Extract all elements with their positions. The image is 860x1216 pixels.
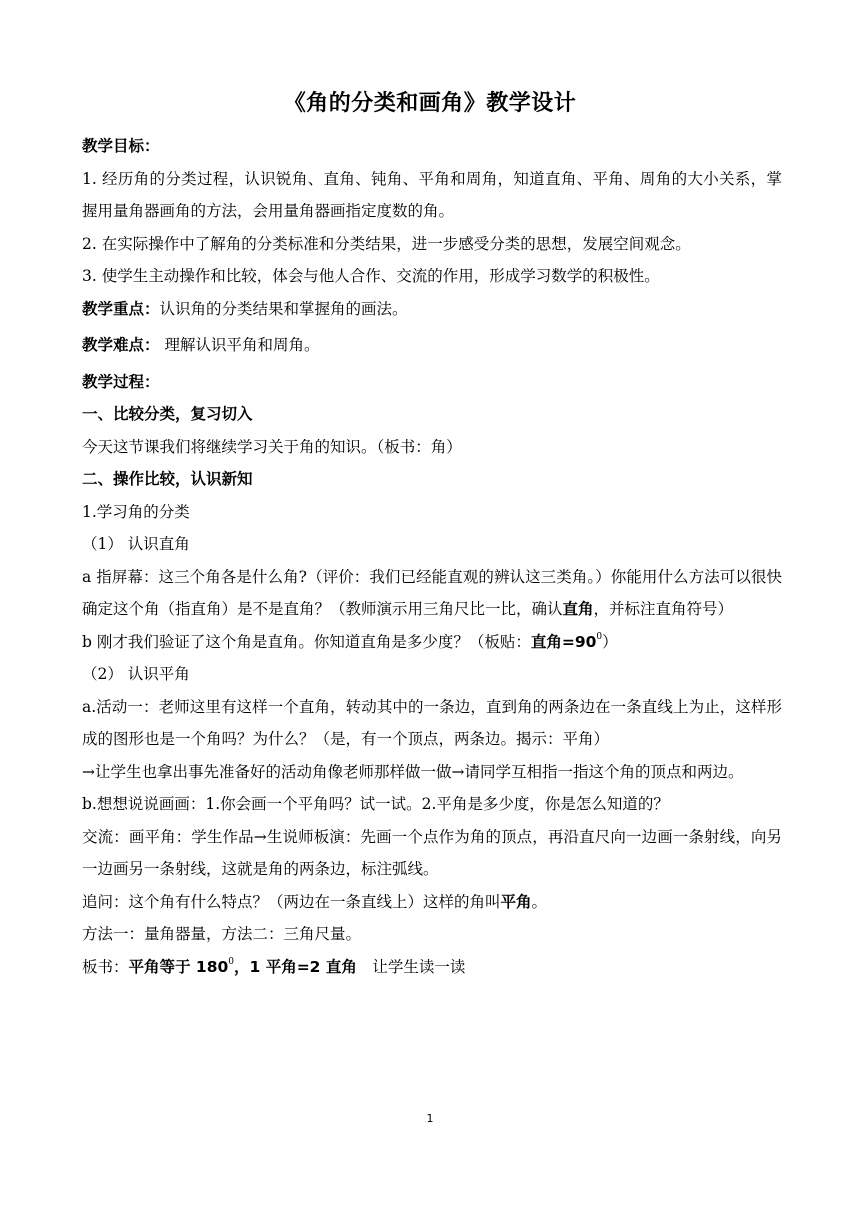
difficulty [82,329,782,362]
right-angle-b-bold: 直角=90 [530,632,597,651]
goal-item-3: 3. 使学生主动操作和比较，体会与他人合作、交流的作用，形成学习数学的积极性。 [82,267,660,285]
subsection-angle-classification: 1.学习角的分类 [82,502,190,521]
key-point-text: 认识角的分类结果和掌握角的画法。 [159,299,408,318]
right-angle-paragraph-a [82,561,782,626]
key-point-label: 教学重点： [82,299,160,318]
goal-item-1: 1. 经历角的分类过程，认识锐角、直角、钝角、平角和周角，知道直角、平角、周角的大小关系，掌握用量角器画角的方法，会用量角器画指定度数的角。 [82,169,782,220]
right-angle-b-post: ） [602,632,618,651]
section1-text: 今天这节课我们将继续学习关于角的知识。（板书：角） [82,437,462,456]
goal-item-2: 2. 在实际操作中了解角的分类标准和分类结果，进一步感受分类的思想，发展空间观念。 [82,234,691,253]
difficulty-text: 理解认识平角和周角。 [159,336,320,354]
section2-heading: 二、操作比较，认识新知 [82,470,253,488]
right-angle-b-text: b 刚才我们验证了这个角是直角。你知道直角是多少度？（板贴： [82,632,531,651]
page-number: 1 [426,1112,434,1125]
key-point [82,293,782,326]
right-angle-a-post: ，并标注直角符号） [593,600,734,618]
straight-angle-exchange: 交流：画平角：学生作品→生说师板演：先画一个点作为角的顶点，再沿直尺向一边画一条射线，向另一边画另一条射线，这就是角的两条边，标注弧线。 [82,827,782,878]
process-heading: 教学过程： [82,372,160,391]
board-post: 让学生读一读 [356,957,466,976]
right-angle-a-text: a 指屏幕：这三个角各是什么角?（评价：我们已经能直观的辨认这三类角。）你能用什么方法可以很快确定这个角（指直角）是不是直角？（教师演示用三角尺比一比，确认 [82,567,782,618]
degree-superscript: 0 [596,631,603,642]
board-degree-superscript: 0 [228,956,235,967]
question-text: 追问：这个角有什么特点？（两边在一条直线上）这样的角叫 [82,892,501,911]
section1-heading: 一、比较分类，复习切入 [82,405,253,423]
question-bold: 平角 [500,892,532,911]
straight-angle-question [82,886,782,919]
difficulty-label: 教学难点： [82,336,160,354]
board-label: 板书： [82,957,129,976]
straight-angle-think-draw: b.想想说说画画：1.你会画一个平角吗？试一试。2.平角是多少度，你是怎么知道的？ [82,795,669,813]
document-title: 《角的分类和画角》教学设计 [283,91,577,116]
right-angle-a-bold: 直角 [562,600,594,618]
straight-angle-board [82,951,782,984]
straight-angle-label: （2） 认识平角 [82,665,190,683]
straight-angle-activity: a.活动一：老师这里有这样一个直角，转动其中的一条边，直到角的两条边在一条直线上为止，这样形成的图形也是一个角吗？为什么？（是，有一个顶点，两条边。揭示：平角） [82,697,782,748]
question-post: 。 [531,892,548,911]
straight-angle-arrow-steps: →让学生也拿出事先准备好的活动角像老师那样做一做→请同学互相指一指这个角的顶点和两边。 [82,762,744,781]
straight-angle-methods: 方法一：量角器量，方法二：三角尺量。 [82,925,362,943]
board-bold-1: 平角等于 180 [128,957,229,976]
right-angle-paragraph-b [82,626,782,659]
right-angle-label: （1） 认识直角 [82,535,190,553]
board-bold-2: ，1 平角=2 直角 [234,957,357,976]
goals-heading: 教学目标： [82,137,160,155]
document-body [82,130,782,983]
